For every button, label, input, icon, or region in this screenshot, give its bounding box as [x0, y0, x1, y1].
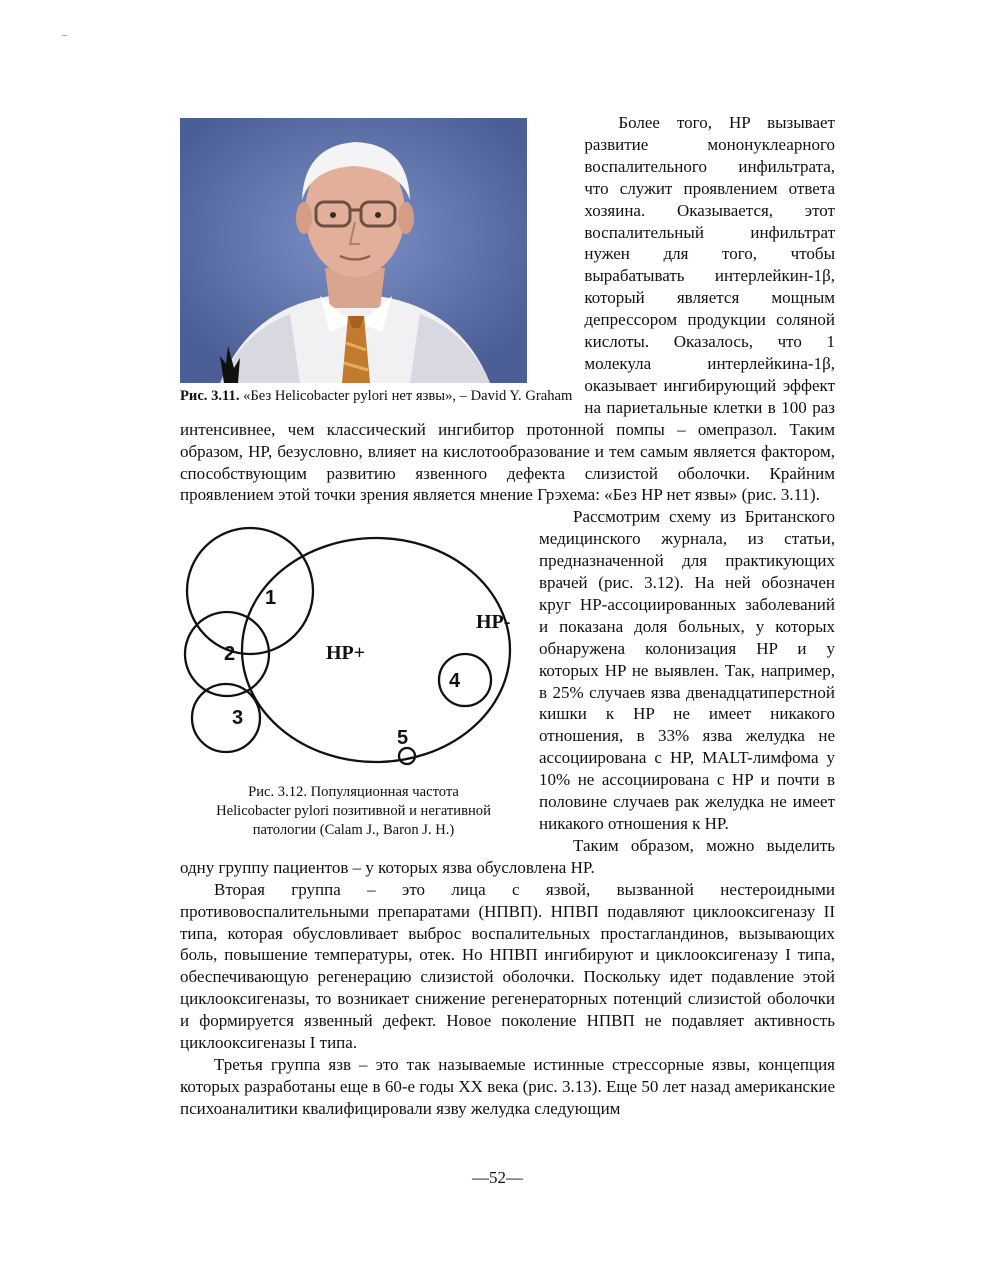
circle-label-5: 5 [397, 727, 409, 750]
circle-4 [439, 654, 491, 706]
circle-label-3: 3 [232, 707, 244, 730]
portrait-photo [180, 118, 527, 383]
circle-5 [399, 748, 415, 764]
paragraph-3: Таким образом, можно выделить одну группу пациентов – у которых язва обусловлена HP. [180, 835, 835, 877]
hp-population-diagram [180, 522, 527, 784]
figure-3-11 [180, 118, 572, 406]
figure-3-11-caption-text: «Без Helicobacter pylori нет язвы», – David Y. Graham [239, 388, 573, 404]
figure-3-12 [180, 530, 527, 840]
portrait-illustration [180, 118, 527, 383]
circle-label-2: 2 [224, 643, 236, 666]
paragraph-2: Рассмотрим схему из Британского медицинского журнала, из статьи, предназначенной для практикующих врачей (рис. 3.12). На ней обозначен круг HP-ассоциированных заболеваний и показана доля больных, у которых обнаружена колонизация HP и у которых HP не выявлен. Так, например, в 25% случаев язва двенадцатиперстной кишки к HP не имеет никакого отношения, в 33% язва желудка не ассоциирована с HP, MALT-лимфома у 10% не ассоциирована с HP и почти в половине случаев рак желудка не имеет никакого отношения к HP. [539, 507, 835, 833]
hp-associated-circle [242, 538, 510, 762]
paragraph-1: Более того, HP вызывает развитие мононуклеарного воспалительного инфильтрата, что служит проявлением ответа хозяина. Оказывается, этот воспалительный инфильтрат нужен для того, чтобы вырабатывать интерлейкин-1β, который является мощным депрессором продукции соляной кислоты. Оказалось, что 1 молекула интерлейкина-1β, оказывает ингибирующий эффект на париетальные клетки в 100 раз интенсивнее, чем классический ингибитор протонной помпы – омепразол. Таким образом, HP, безусловно, влияет на кислотообразование и тем самым является фактором, способствующим развитию язвенного дефекта слизистой оболочки. Крайним проявлением этой точки зрения является мнение Грэхема: «Без HP нет язвы» (рис. 3.11). [180, 113, 835, 505]
paragraph-4: Вторая группа – это лица с язвой, вызванной нестероидными противовоспалительными препаратами (НПВП). НПВП подавляют циклооксигеназу II типа, которая обусловливает выброс воспалительных простагландинов, вызывающих боль, повышение температуры, отек. Но НПВП ингибируют и циклооксигеназу I типа, обеспечивающую регенерацию слизистой оболочки. Поскольку идет подавление этой циклооксигеназы, то возникает снижение регенераторных потенций слизистой оболочки и формируется язвенный дефект. Новое поколение НПВП не подавляет активность циклооксигеназы I типа. [180, 879, 835, 1053]
corner-mark: – [62, 30, 67, 41]
circle-label-4: 4 [449, 670, 461, 693]
paragraph-5: Третья группа язв – это так называемые истинные стрессорные язвы, концепция которых разработаны еще в 60-е годы XX века (рис. 3.13). Еще 50 лет назад американские психоаналитики квалифицировали язву желудка следующим [180, 1054, 835, 1118]
figure-3-11-caption-label: Рис. 3.11. [180, 388, 240, 404]
figure-3-12-caption: Рис. 3.12. Популяционная частота Helicobacter pylori позитивной и негативной патологии (Calam J., Baron J. H.) [216, 784, 491, 839]
hp-positive-label: HP+ [326, 642, 366, 665]
circle-3 [192, 684, 260, 752]
circle-1 [187, 528, 313, 654]
hp-negative-label: HP- [476, 611, 511, 633]
figure-3-11-caption [180, 387, 572, 406]
circle-label-1: 1 [265, 587, 277, 610]
page-number: —52— [472, 1168, 523, 1187]
